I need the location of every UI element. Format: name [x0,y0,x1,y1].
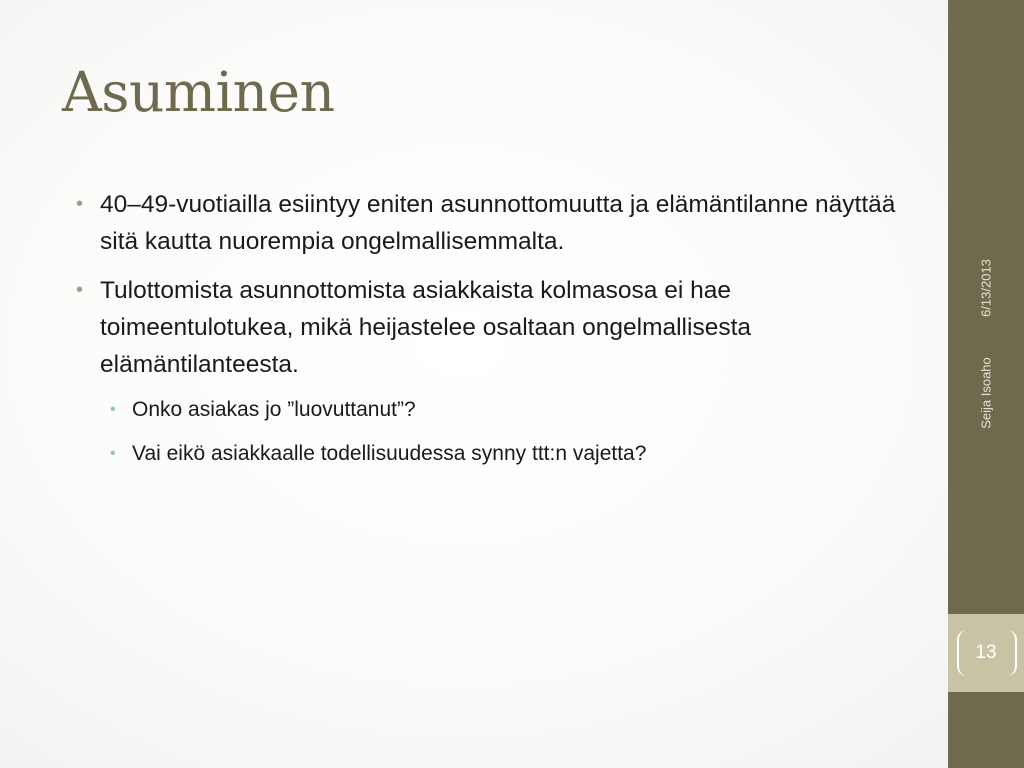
sub-bullet-item [110,395,906,425]
bullet-dot-icon: • [76,193,84,215]
sub-bullet-dot-icon: • [110,445,116,462]
page-number-box [948,614,1024,692]
sub-bullet-text: Vai eikö asiakkaalle todellisuudessa synny ttt:n vajetta? [132,442,647,465]
bullet-dot-icon: • [76,279,84,301]
sub-bullet-text: Onko asiakas jo ”luovuttanut”? [132,398,416,421]
sub-bullet-dot-icon: • [110,401,116,418]
bullet-text: Tulottomista asunnottomista asiakkaista kolmasosa ei hae toimeentulotukea, mikä heijastelee osaltaan ongelmallisesta elämäntilanteesta. [100,277,751,378]
slide-body [76,186,906,483]
bullet-item [76,186,906,260]
bullet-item [76,272,906,383]
sub-bullet-item [110,439,906,469]
slide-title: Asuminen [62,60,335,124]
slide-date: 6/13/2013 [978,259,994,317]
slide-author: Seija Isoaho [978,357,994,429]
bullet-text: 40–49-vuotiailla esiintyy eniten asunnottomuutta ja elämäntilanne näyttää sitä kautta nuorempia ongelmallisemmalta. [100,191,896,255]
page-number: 13 [975,642,997,663]
